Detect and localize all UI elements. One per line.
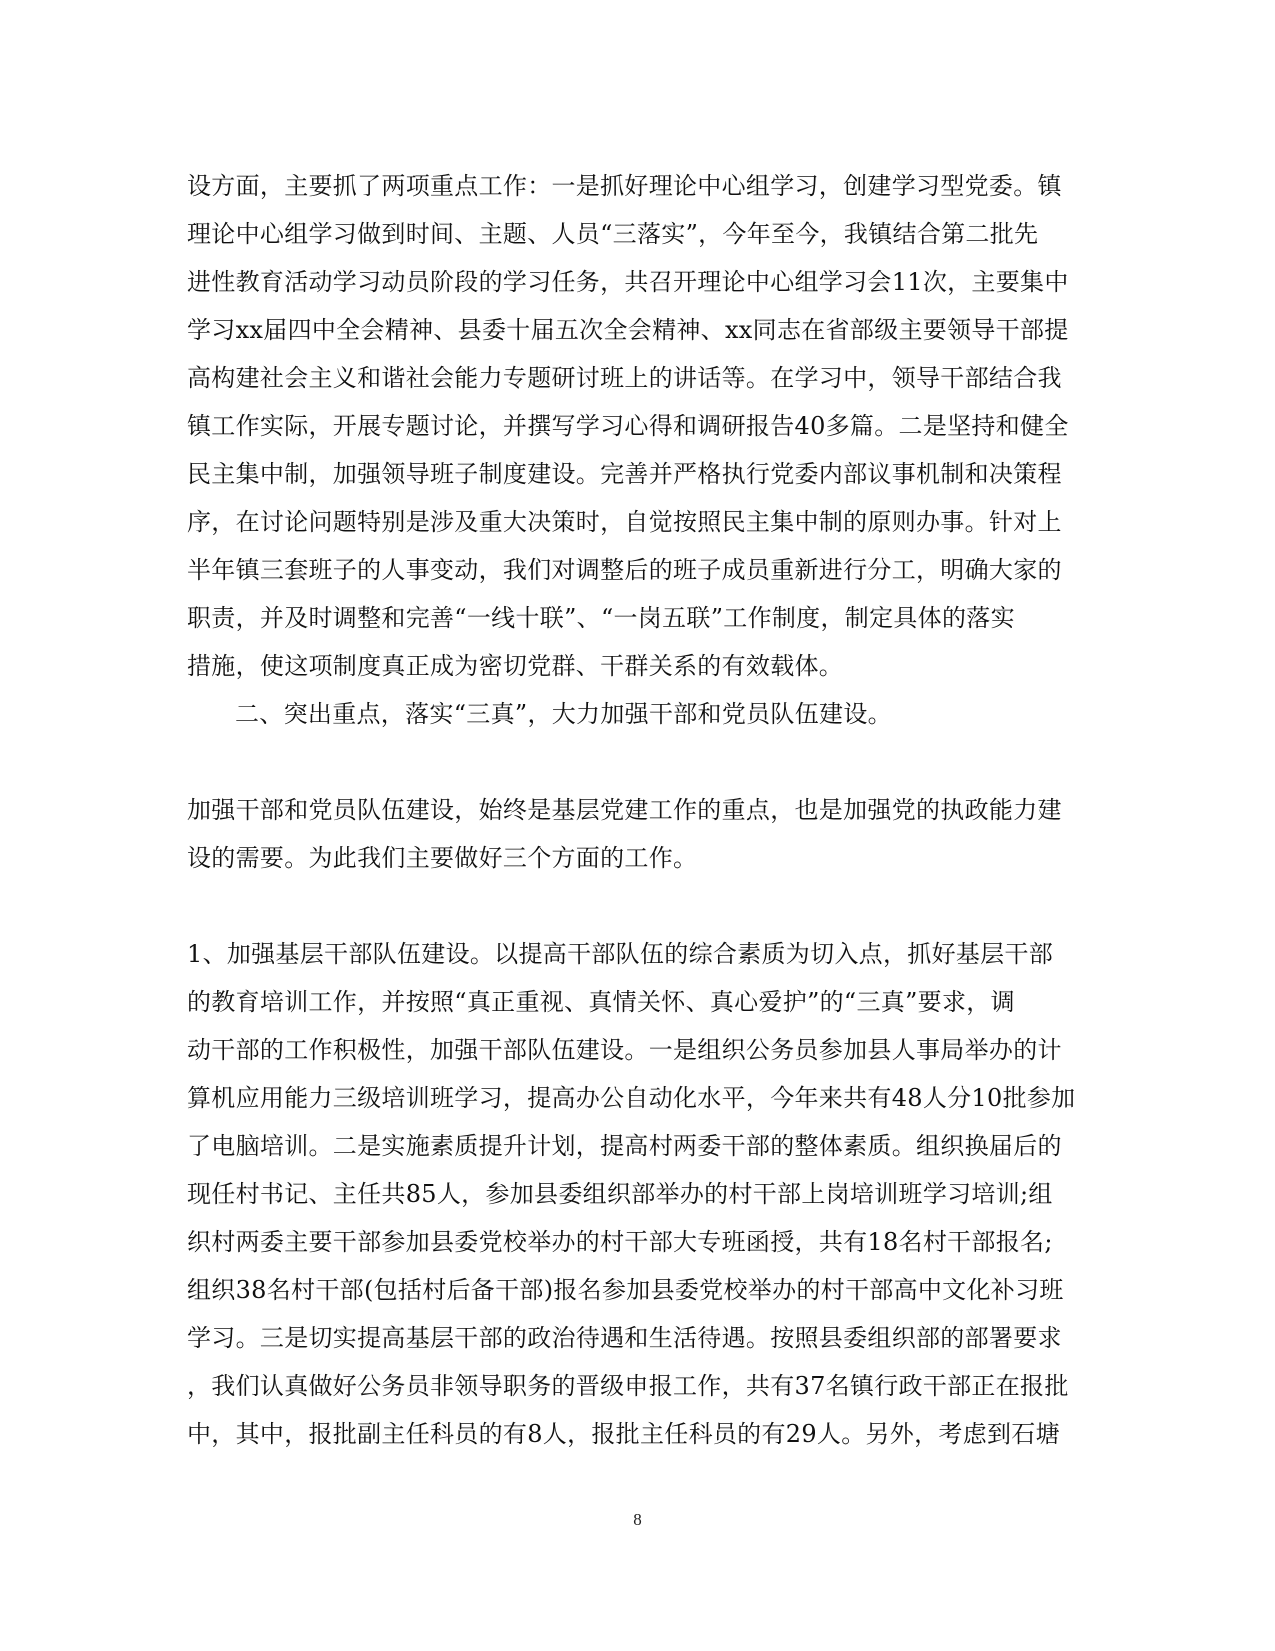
- text-line: 的教育培训工作，并按照“真正重视、真情关怀、真心爱护”的“三真”要求，调: [187, 988, 1015, 1016]
- text-line: 了电脑培训。二是实施素质提升计划，提高村两委干部的整体素质。组织换届后的: [187, 1132, 1062, 1160]
- text-line: 织村两委主要干部参加县委党校举办的村干部大专班函授，共有18名村干部报名;: [187, 1228, 1053, 1256]
- paragraph-spacer: [187, 738, 1087, 786]
- text-line: 镇工作实际，开展专题讨论，并撰写学习心得和调研报告40多篇。二是坚持和健全: [187, 412, 1069, 440]
- text-line: 理论中心组学习做到时间、主题、人员“三落实”，今年至今，我镇结合第二批先: [187, 220, 1039, 248]
- text-line: 学习。三是切实提高基层干部的政治待遇和生活待遇。按照县委组织部的部署要求: [187, 1324, 1062, 1352]
- text-line: 进性教育活动学习动员阶段的学习任务，共召开理论中心组学习会11次，主要集中: [187, 268, 1069, 296]
- paragraph-spacer: [187, 882, 1087, 930]
- text-line: 组织38名村干部(包括村后备干部)报名参加县委党校举办的村干部高中文化补习班: [187, 1276, 1064, 1304]
- text-line: 半年镇三套班子的人事变动，我们对调整后的班子成员重新进行分工，明确大家的: [187, 556, 1062, 584]
- text-line: 加强干部和党员队伍建设，始终是基层党建工作的重点，也是加强党的执政能力建: [187, 796, 1062, 824]
- paragraph-team-building-intro: [187, 786, 1087, 882]
- text-line: 动干部的工作积极性，加强干部队伍建设。一是组织公务员参加县人事局举办的计: [187, 1036, 1062, 1064]
- text-line: 现任村书记、主任共85人，参加县委组织部举办的村干部上岗培训班学习培训;组: [187, 1180, 1053, 1208]
- text-line: 1、加强基层干部队伍建设。以提高干部队伍的综合素质为切入点，抓好基层干部: [187, 940, 1054, 968]
- paragraph-grassroots-cadres: [187, 930, 1087, 1458]
- text-line: 职责，并及时调整和完善“一线十联”、“一岗五联”工作制度，制定具体的落实: [187, 604, 1015, 632]
- section-heading: 二、突出重点，落实“三真”，大力加强干部和党员队伍建设。: [235, 700, 892, 728]
- text-line: 措施，使这项制度真正成为密切党群、干群关系的有效载体。: [187, 652, 844, 680]
- text-line: 学习xx届四中全会精神、县委十届五次全会精神、xx同志在省部级主要领导干部提: [187, 316, 1069, 344]
- text-line: 设方面，主要抓了两项重点工作：一是抓好理论中心组学习，创建学习型党委。镇: [187, 172, 1062, 200]
- text-line: 算机应用能力三级培训班学习，提高办公自动化水平，今年来共有48人分10批参加: [187, 1084, 1076, 1112]
- text-line: 高构建社会主义和谐社会能力专题研讨班上的讲话等。在学习中，领导干部结合我: [187, 364, 1062, 392]
- paragraph-theory-study: [187, 162, 1087, 690]
- text-line: 中，其中，报批副主任科员的有8人，报批主任科员的有29人。另外，考虑到石塘: [187, 1420, 1060, 1448]
- page-number: 8: [633, 1510, 642, 1529]
- text-line: 设的需要。为此我们主要做好三个方面的工作。: [187, 844, 698, 872]
- text-line: 民主集中制，加强领导班子制度建设。完善并严格执行党委内部议事机制和决策程: [187, 460, 1062, 488]
- document-body: [187, 162, 1087, 1458]
- text-line: ，我们认真做好公务员非领导职务的晋级申报工作，共有37名镇行政干部正在报批: [187, 1372, 1069, 1400]
- text-line: 序，在讨论问题特别是涉及重大决策时，自觉按照民主集中制的原则办事。针对上: [187, 508, 1062, 536]
